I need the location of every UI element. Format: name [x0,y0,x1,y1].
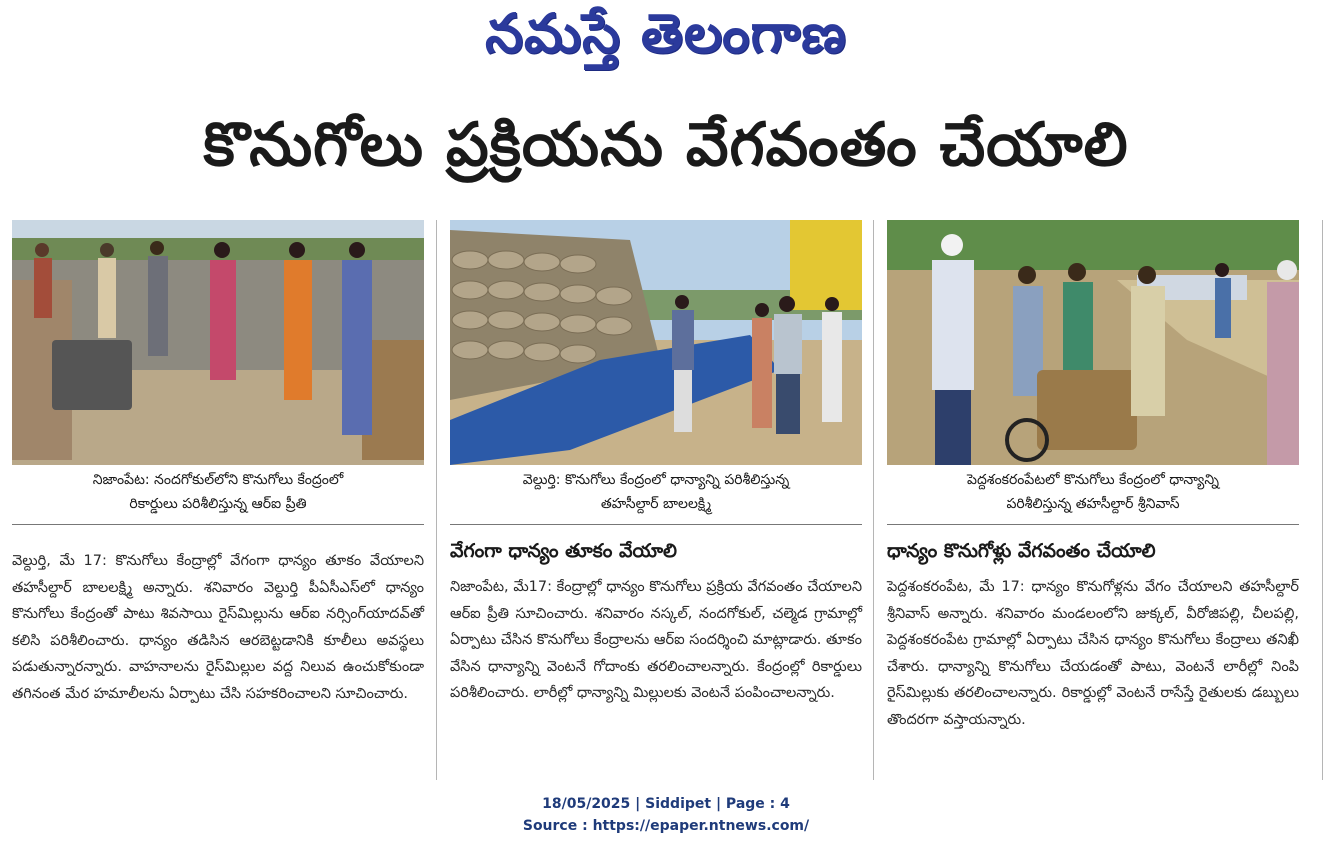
caption-line: తహసీల్దార్ బాలలక్ష్మి [600,496,712,512]
photo-grain-bags-velduruthi [450,220,862,465]
column-divider [436,220,437,780]
photo-procurement-center-nizampet [12,220,424,465]
photo-caption-3 [887,468,1299,516]
photo-caption-2 [450,468,862,516]
article-subheading: ధాన్యం కొనుగోళ్లు వేగవంతం చేయాలి [887,540,1156,562]
caption-divider [12,524,424,525]
footer-date-edition: 18/05/2025 | Siddipet | Page : 4 [542,796,790,812]
caption-line: రికార్డులు పరిశీలిస్తున్న ఆర్ఐ ప్రీతి [129,496,307,512]
caption-line: నిజాంపేట: నందగోకుల్‌లోని కొనుగోలు కేంద్రంలో [92,472,344,488]
article-body: పెద్దశంకరంపేట, మే 17: ధాన్యం కొనుగోళ్లను వేగం చేయాలని తహసీల్దార్ శ్రీనివాస్ అన్నారు. శనివారం మండలంలోని జుక్కల్, వీరోజిపల్లి, చీలపల్లి, పెద్దశంకరంపేట గ్రామాల్లో ఏర్పాటు చేసిన ధాన్యం కొనుగోలు కేంద్రాలు తనిఖీ చేశారు. ధాన్యాన్ని కొనుగోలు చేయడంతో పాటు, వెంటనే లారీల్లో నింపి రైస్‌మిల్లుకు తరలించాలన్నారు. రికార్డుల్లో వెంటనే రాసేస్తే రైతులకు డబ్బులు తొందరగా వస్తాయన్నారు. [887,579,1299,728]
article-body: నిజాంపేట, మే17: కేంద్రాల్లో ధాన్యం కొనుగోలు ప్రక్రియ వేగవంతం చేయాలని ఆర్ఐ ప్రీతి సూచించారు. శనివారం నస్కల్, నందగోకుల్, చల్మెడ గ్రామాల్లో ఏర్పాటు చేసిన కొనుగోలు కేంద్రాలను ఆర్ఐ సందర్శించి మాట్లాడారు. తూకం వేసిన ధాన్యాన్ని వెంటనే గోదాంకు తరలించాలన్నారు. కేంద్రంల్లో రికార్డులు పరిశీలించారు. లారీల్లో ధాన్యాన్ని మిల్లులకు వెంటనే పంపించాలన్నారు. [450,579,863,701]
caption-divider [450,524,862,525]
column-divider [1322,220,1323,780]
photo-caption-1 [12,468,424,516]
column-divider [873,220,874,780]
footer-source-link[interactable]: Source : https://epaper.ntnews.com/ [522,818,810,834]
caption-line: వెల్దుర్తి: కొనుగోలు కేంద్రంలో ధాన్యాన్ని పరిశీలిస్తున్న [522,472,790,488]
photo-inspection-peddashankarampet [887,220,1299,465]
page-headline: కొనుగోలు ప్రక్రియను వేగవంతం చేయాలి [203,110,1129,180]
article-body: వెల్దుర్తి, మే 17: కొనుగోలు కేంద్రాల్లో వేగంగా ధాన్యం తూకం వేయాలని తహసీల్దార్ బాలలక్ష్మి అన్నారు. శనివారం వెల్దుర్తి పీఏసీఎస్‌లో ధాన్యం కొనుగోలు కేంద్రంతో పాటు శివసాయి రైస్‌మిల్లును ఆర్ఐ నర్సింగ్‌యాదవ్‌తో కలిసి పరిశీలించారు. ధాన్యం తడిసిన ఆరబెట్టడానికి కూలీలు అవస్థలు పడుతున్నారన్నారు. వాహనాలను రైస్‌మిల్లుల వద్ద నిలువ ఉంచుకోకుండా తగినంత మేర హమాలీలను ఏర్పాటు చేసి సహకరించాలని సూచించారు. [12,553,424,702]
caption-line: పరిశీలిస్తున్న తహసీల్దార్ శ్రీనివాస్ [1006,496,1180,512]
newspaper-masthead: నమస్తే తెలంగాణ [485,2,847,65]
caption-divider [887,524,1299,525]
article-subheading: వేగంగా ధాన్యం తూకం వేయాలి [450,540,677,562]
caption-line: పెద్దశంకరంపేటలో కొనుగోలు కేంద్రంలో ధాన్యాన్ని [967,472,1219,488]
